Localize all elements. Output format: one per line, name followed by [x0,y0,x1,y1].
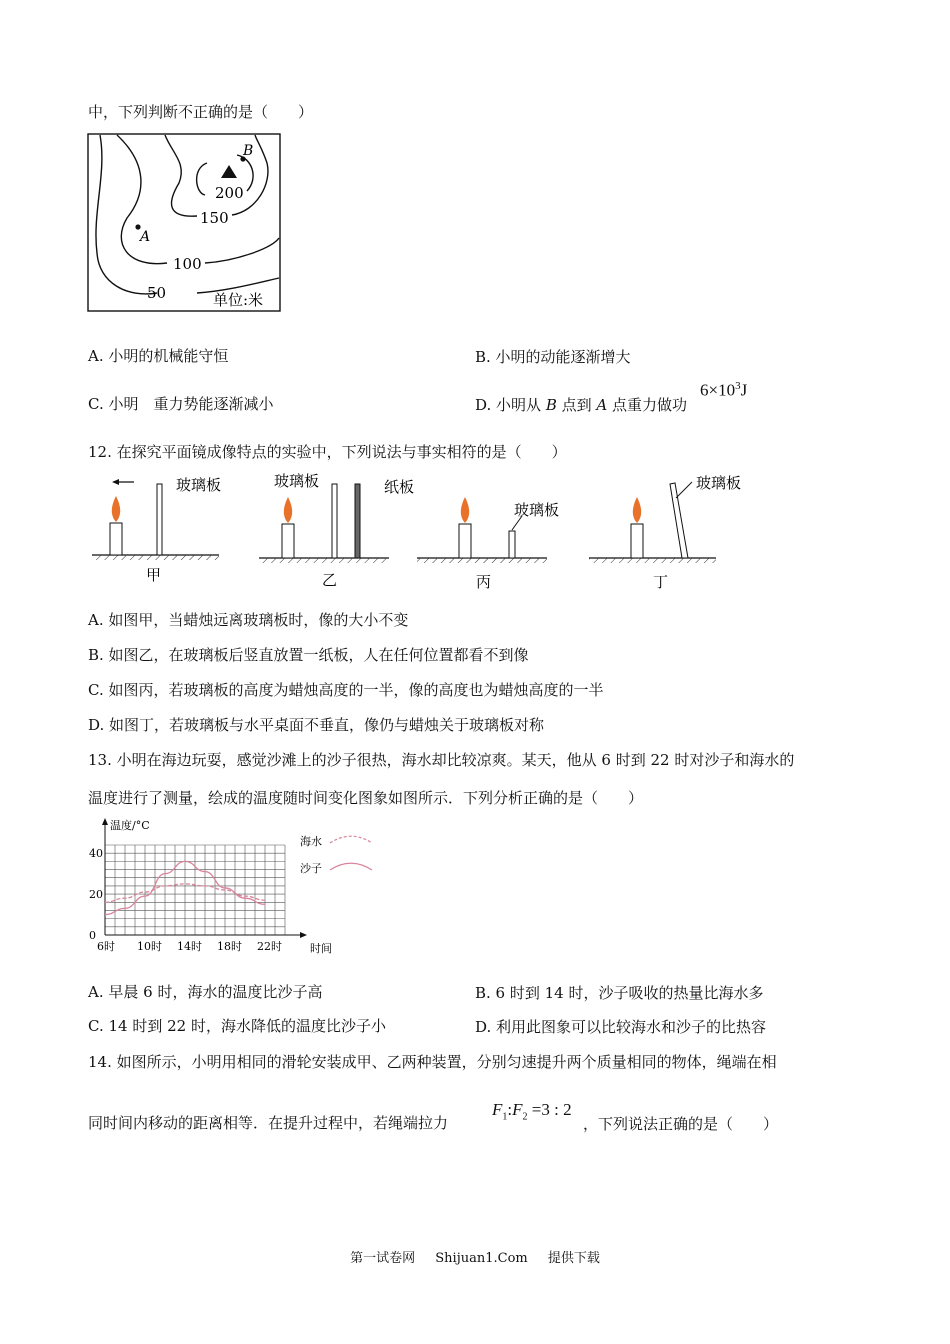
q13-option-b: B. 6 时到 14 时，沙子吸收的热量比海水多 [475,984,764,1002]
formula-eq: =3 : 2 [531,1100,572,1119]
formula-f2: F [512,1100,523,1119]
q11-option-d-suffix: 点重力做功 [612,396,688,414]
q11-option-a: A. 小明的机械能守恒 [88,347,229,365]
figure-yi [259,472,414,589]
label-150: 150 [200,209,229,227]
x-axis-label: 时间 [310,942,332,955]
q14-stem-line1: 14. 如图所示，小明用相同的滑轮安装成甲、乙两种装置，分别匀速提升两个质量相同的物体，绳端在相 [88,1053,777,1071]
label-200: 200 [215,184,244,202]
yi-label: 乙 [322,571,338,589]
q12-option-b: B. 如图乙，在玻璃板后竖直放置一纸板，人在任何位置都看不到像 [88,646,529,664]
chart-grid [105,845,285,935]
chart-legend [300,834,372,875]
figure-jia [92,476,221,584]
ding-label: 丁 [653,573,669,591]
formula-base: 6×10 [700,380,736,400]
formula-exp: 3 [735,380,741,392]
formula-sub1: 1 [502,1111,508,1123]
page-footer [0,1247,950,1266]
legend-sea-label: 海水 [300,835,322,848]
y-axis-label: 温度/°C [110,819,150,832]
x-tick-label: 22时 [257,940,282,953]
flame-icon [112,496,120,522]
formula-f1: F [492,1100,503,1119]
y-tick-label: 0 [89,929,96,942]
yi-paper-label: 纸板 [384,478,415,496]
q11-option-d-mid: 点到 [561,396,592,414]
q13-option-c: C. 14 时到 22 时，海水降低的温度比沙子小 [88,1017,386,1035]
q12-stem: 12. 在探究平面镜成像特点的实验中，下列说法与事实相符的是（ ） [88,443,567,461]
figure-bing [417,497,559,591]
y-tick-label: 40 [89,847,103,861]
q13-option-d: D. 利用此图象可以比较海水和沙子的比热容 [475,1018,767,1036]
jia-glass-label: 玻璃板 [176,476,222,494]
formula-sub2: 2 [522,1111,528,1123]
figure-ding [589,474,741,591]
q13-option-a: A. 早晨 6 时，海水的温度比沙子高 [88,983,323,1001]
x-tick-label: 14时 [177,940,202,953]
ding-glass-label: 玻璃板 [696,474,742,492]
q11-option-d-a: A [596,396,608,414]
q11-option-d-prefix: D. 小明从 [475,396,542,414]
label-b: B [243,143,254,159]
x-tick-label: 10时 [137,940,162,953]
formula-unit: J [740,380,748,400]
legend-sand-label: 沙子 [300,862,322,875]
flame-icon [284,497,292,523]
q11-option-d [475,394,687,415]
arrow-left-icon [112,479,119,485]
legend-sea-line [330,836,372,843]
footer-mid: Shijuan1.Com [435,1251,528,1266]
label-50: 50 [147,284,167,302]
label-100: 100 [173,255,202,273]
yi-glass-label: 玻璃板 [274,472,320,490]
bing-label: 丙 [476,573,492,591]
q11-option-d-formula [700,380,747,401]
contour-map [87,133,282,313]
q14-stem-prefix: 同时间内移动的距离相等．在提升过程中，若绳端拉力 [88,1114,449,1132]
q11-option-b: B. 小明的动能逐渐增大 [475,348,631,366]
flame-icon [633,497,641,523]
flame-icon [461,497,469,523]
y-tick-label: 20 [89,888,103,902]
label-unit: 单位:米 [213,291,264,309]
x-tick-label: 18时 [217,940,242,953]
formula-colon: : [507,1100,513,1119]
bing-glass-label: 玻璃板 [514,501,560,519]
x-tick-label: 6时 [97,940,115,953]
footer-right: 提供下载 [547,1251,600,1266]
label-a: A [140,229,151,245]
q12-option-c: C. 如图丙，若玻璃板的高度为蜡烛高度的一半，像的高度也为蜡烛高度的一半 [88,681,604,699]
jia-label: 甲 [146,566,162,584]
q11-option-d-b: B [545,396,557,414]
footer-left: 第一试卷网 [350,1251,416,1266]
y-axis-arrow-icon [102,818,108,825]
mirror-experiment-figures [84,470,774,592]
q11-option-c: C. 小明 重力势能逐渐减小 [88,395,274,413]
q13-stem-line2: 温度进行了测量，绘成的温度随时间变化图象如图所示．下列分析正确的是（ ） [88,789,644,807]
q11-stem-tail: 中，下列判断不正确的是（ ） [88,103,314,121]
q14-stem-line2 [88,1113,448,1133]
q12-option-d: D. 如图丁，若玻璃板与水平桌面不垂直，像仍与蜡烛关于玻璃板对称 [88,716,545,734]
q13-stem-line1: 13. 小明在海边玩耍，感觉沙滩上的沙子很热，海水却比较凉爽。某天，他从 6 时到 22 时对沙子和海水的 [88,751,795,769]
q14-formula [492,1100,572,1122]
q14-stem-suffix: ，下列说法正确的是（ ） [583,1115,779,1133]
legend-sand-line [330,863,372,870]
q12-option-a: A. 如图甲，当蜡烛远离玻璃板时，像的大小不变 [88,611,409,629]
temperature-chart [80,815,390,960]
x-axis-arrow-icon [300,932,307,938]
